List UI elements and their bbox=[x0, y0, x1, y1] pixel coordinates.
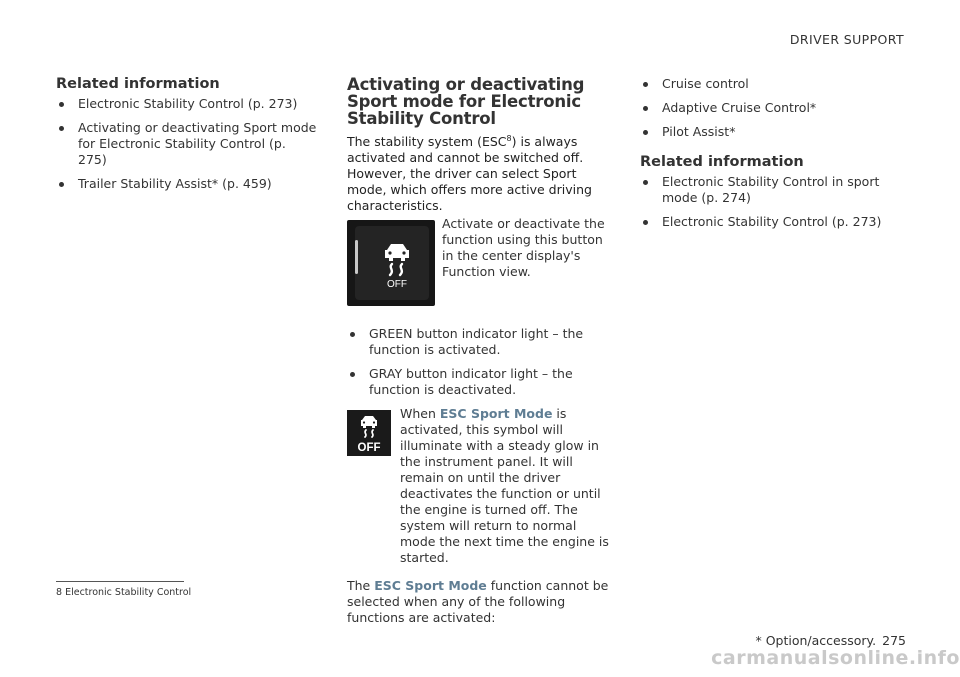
section-title: DRIVER SUPPORT bbox=[789, 32, 904, 47]
footnote: 8 Electronic Stability Control bbox=[56, 587, 192, 598]
related-info-list bbox=[640, 174, 904, 230]
esc-off-symbol-image bbox=[347, 410, 391, 456]
option-note: * Option/accessory. bbox=[755, 633, 877, 648]
indicator-list bbox=[347, 326, 611, 398]
related-info-heading: Related information bbox=[640, 154, 804, 170]
page-footer bbox=[755, 633, 906, 648]
related-link[interactable]: Activating or deactivating Sport mode for Electronic Stability Control (p. 275) bbox=[56, 120, 318, 168]
list-item: Adaptive Cruise Control* bbox=[640, 100, 904, 116]
related-info-list bbox=[56, 96, 318, 192]
column-middle bbox=[347, 76, 611, 626]
related-link[interactable]: Trailer Stability Assist* (p. 459) bbox=[56, 176, 318, 192]
esc-off-button-image bbox=[347, 220, 435, 306]
list-item: Pilot Assist* bbox=[640, 124, 904, 140]
restricted-functions-list bbox=[640, 76, 904, 140]
footnote-ref[interactable]: 8 bbox=[506, 134, 512, 143]
symbol-off-label: OFF bbox=[357, 442, 381, 455]
symbol-paragraph: When ESC Sport Mode is activated, this symbol will illuminate with a steady glow in the instrument panel. It will remain on until the driver deactivates the function or until the engine is turned off. The system will return to normal mode the next time the engine is started. bbox=[400, 406, 609, 566]
page-number: 275 bbox=[882, 633, 906, 648]
skidding-car-icon bbox=[347, 220, 435, 306]
button-off-label: OFF bbox=[387, 279, 407, 291]
related-link[interactable]: Electronic Stability Control in sport mode (p. 274) bbox=[640, 174, 904, 206]
intro-paragraph: The stability system (ESC$^8$) is always activated and cannot be switched off. However, the driver can select Sport mode, which offers more active driving characteristics. bbox=[347, 134, 592, 214]
watermark: carmanualsonline.info bbox=[711, 647, 960, 669]
list-item: Cruise control bbox=[640, 76, 904, 92]
list-item: GREEN button indicator light – the function is activated. bbox=[347, 326, 611, 358]
skidding-car-off-icon bbox=[347, 410, 391, 456]
esc-sport-mode-term: ESC Sport Mode bbox=[439, 406, 553, 422]
list-item: GRAY button indicator light – the function is deactivated. bbox=[347, 366, 611, 398]
column-right bbox=[640, 76, 904, 238]
footnote-divider bbox=[56, 581, 184, 582]
button-figure bbox=[347, 216, 611, 306]
column-left bbox=[56, 76, 318, 200]
article-title: Activating or deactivating Sport mode for Electronic Stability Control bbox=[347, 75, 585, 128]
related-link[interactable]: Electronic Stability Control (p. 273) bbox=[640, 214, 904, 230]
symbol-paragraph-block bbox=[347, 406, 611, 566]
figure-caption: Activate or deactivate the function using this button in the center display's Function view. bbox=[442, 216, 605, 280]
restriction-paragraph: The ESC Sport Mode function cannot be selected when any of the following functions are activated: bbox=[347, 578, 609, 626]
esc-sport-mode-term: ESC Sport Mode bbox=[374, 578, 487, 594]
related-link[interactable]: Electronic Stability Control (p. 273) bbox=[56, 96, 318, 112]
related-info-heading: Related information bbox=[56, 76, 220, 92]
